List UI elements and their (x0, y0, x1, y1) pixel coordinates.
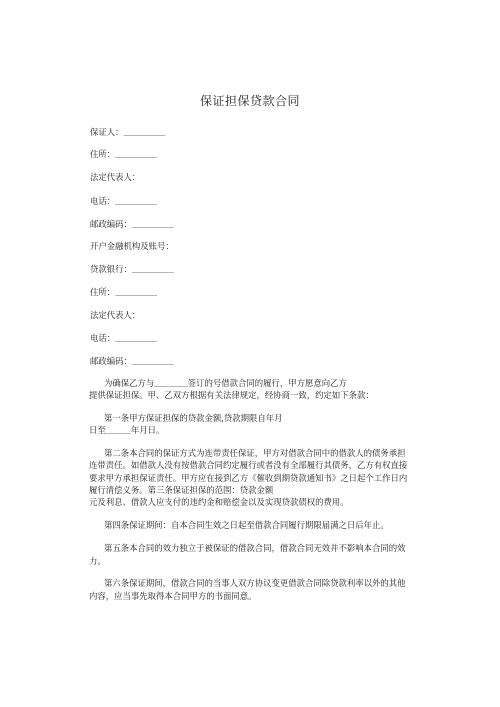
document-title: 保证担保贷款合同 (199, 94, 300, 108)
preamble-line-2: 提供保证担保。甲、乙双方根据有关法律规定，经协商一致，约定如下条款： (89, 390, 374, 400)
preamble-line-1: 为确保乙方与＿＿＿＿签订的号借款合同的履行，甲方愿意向乙方 (104, 378, 347, 388)
article-1-line-1: 第一条甲方保证担保的贷款金额,贷款期限自年月 (104, 413, 283, 423)
article-1-line-2: 日至＿＿＿年月日。 (89, 425, 165, 435)
lender-legal-rep-field: 法定代表人： (90, 310, 141, 320)
article-4-line: 第四条保证期间：自本合同生效之日起至借款合同履行期限届满之日后年止。 (104, 520, 389, 530)
guarantor-legal-rep-field: 法定代表人： (90, 172, 141, 182)
guarantor-address-field: 住所：＿＿＿＿＿ (90, 149, 157, 159)
article-6-line-2: 内容，应当事先取得本合同甲方的书面同意。 (89, 591, 257, 601)
lender-address-field: 住所：＿＿＿＿＿ (90, 287, 157, 297)
article-5-line-1: 第五条本合同的效力独立于被保证的借款合同，借款合同无效并不影响本合同的效 (104, 543, 406, 553)
guarantor-field: 保证人：＿＿＿＿＿ (90, 127, 166, 137)
article-5-line-2: 力。 (89, 556, 106, 566)
article-2-line-3: 要求甲方承担保证责任。甲方应在接到乙方《催收到期贷款通知书》之日起个工作日内 (89, 473, 408, 483)
article-2-line-2: 连带责任。如借款人没有按借款合同约定履行或者没有全部履行其债务，乙方有权直接 (89, 460, 408, 470)
lender-bank-field: 贷款银行：＿＿＿＿＿ (90, 264, 174, 274)
guarantor-postcode-field: 邮政编码：＿＿＿＿＿ (90, 219, 174, 229)
lender-postcode-field: 邮政编码：＿＿＿＿＿ (90, 356, 174, 366)
bank-account-field: 开户金融机构及账号： (90, 241, 174, 251)
article-2-line-4: 履行清偿义务。第三条保证担保的范围：贷款金额 (89, 485, 274, 495)
guarantor-phone-field: 电话：＿＿＿＿＿ (90, 196, 157, 206)
article-2-line-5: 元及利息、借款人应支付的违约金和赔偿金以及实现贷款债权的费用。 (89, 497, 349, 507)
lender-phone-field: 电话：＿＿＿＿＿ (90, 333, 157, 343)
article-2-line-1: 第二条本合同的保证方式为连带责任保证，甲方对借款合同中的借款人的债务承担 (104, 448, 406, 458)
article-6-line-1: 第六条保证期间，借款合同的当事人双方协议变更借款合同除贷款利率以外的其他 (104, 578, 406, 588)
